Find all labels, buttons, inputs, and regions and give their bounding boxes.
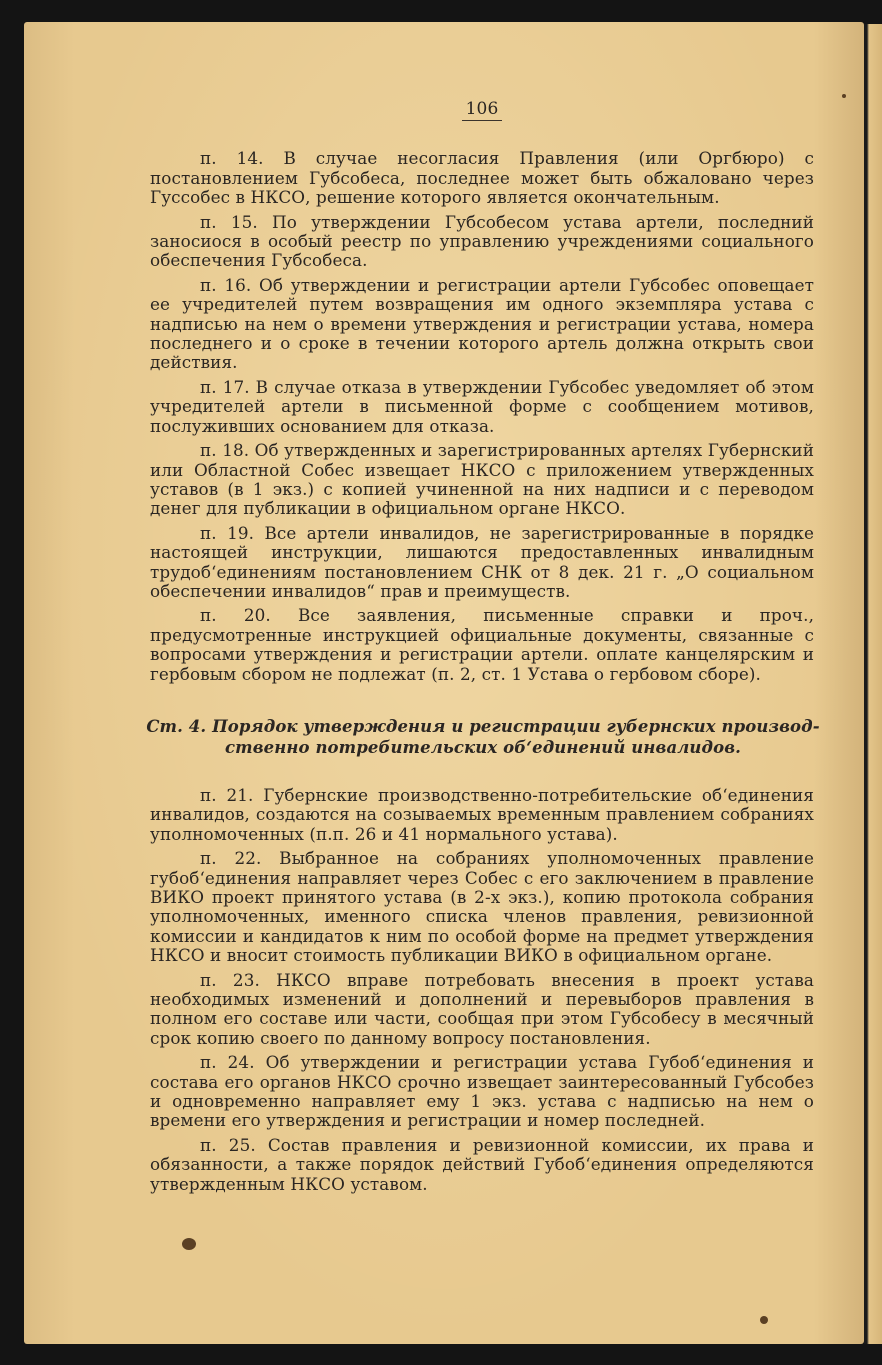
paragraph-22: п. 22. Выбранное на собраниях уполномоченных правление губоб‘единения направляет через Собес с его заключением в правление ВИКО проект принятого устава (в 2-х экз.), копию протокола собрания уполномоченных, именного списка членов правления, ревизионной комиссии и кандидатов к ним по особой форме на предмет утверждения НКСО и вносит стоимость публикации ВИКО в официальном органе. [150,848,814,966]
paragraph-18: п. 18. Об утвержденных и зарегистрированных артелях Губернский или Областной Собес извещает НКСО с приложением утвержденных уставов (в 1 экз.) с копией учиненной на них надписи и с переводом денег для публикации в официальном органе НКСО. [150,440,814,519]
paragraph-23: п. 23. НКСО вправе потребовать внесения в проект устава необходимых изменений и дополнений и перевыборов правления в полном его составе или части, сообщая при этом Губсобесу в месячный срок копию своего по данному вопросу постановления. [150,969,814,1048]
paragraph-25: п. 25. Состав правления и ревизионной комиссии, их права и обязанности, а также порядок действий Губоб‘единения определяются утвержденным НКСО уставом. [150,1134,814,1194]
section-heading [146,716,820,758]
paper-spot [182,1238,196,1250]
page-number: 106 [150,100,814,121]
section-heading-line-2: ственно потребительских об‘единений инвалидов. [225,737,741,757]
paragraph-21: п. 21. Губернские производственно-потребительские об‘единения инвалидов, создаются на созываемых временным правлением собраниях уполномоченных (п.п. 26 и 41 нормального устава). [150,784,814,844]
next-page-edge [864,24,882,1344]
paragraph-19: п. 19. Все артели инвалидов, не зарегистрированные в порядке настоящей инструкции, лишаются предоставленных инвалидным трудоб‘единениям постановлением СНК от 8 дек. 21 г. „О социальном обеспечении инвалидов“ прав и преимуществ. [150,522,814,601]
paragraph-14: п. 14. В случае несогласия Правления (или Оргбюро) с постановлением Губсобеса, последнее может быть обжаловано через Гуссобес в НКСО, решение которого является окончательным. [150,148,814,208]
paragraph-17: п. 17. В случае отказа в утверждении Губсобес уведомляет об этом учредителей артели в письменной форме с сообщением мотивов, послуживших основанием для отказа. [150,376,814,436]
paragraph-24: п. 24. Об утверждении и регистрации устава Губоб‘единения и состава его органов НКСО срочно извещает заинтересованный Губсобез и одновременно направляет ему 1 экз. устава с надписью на нем о времени его утверждения и регистрации и номер последней. [150,1052,814,1131]
paragraph-16: п. 16. Об утверждении и регистрации артели Губсобес оповещает ее учредителей путем возвращения им одного экземпляра устава с надписью на нем о времени утверждения и регистрации устава, номера последнего и о сроке в течении которого артель должна открыть свои действия. [150,274,814,373]
paper-spot [760,1316,768,1324]
paragraph-20: п. 20. Все заявления, письменные справки и проч., предусмотренные инструкцией официальные документы, связанные с вопросами утверждения и регистрации артели. оплате канцелярским и гербовым сбором не подлежат (п. 2, ст. 1 Устава о гербовом сборе). [150,605,814,684]
page-content [146,99,820,1199]
section-heading-line-1: Ст. 4. Порядок утверждения и регистрации губернских производ- [146,716,820,736]
paper-spot [842,94,846,98]
paragraph-15: п. 15. По утверждении Губсобесом устава артели, последний заносиося в особый реестр по управлению учреждениями социального обеспечения Губсобеса. [150,211,814,271]
